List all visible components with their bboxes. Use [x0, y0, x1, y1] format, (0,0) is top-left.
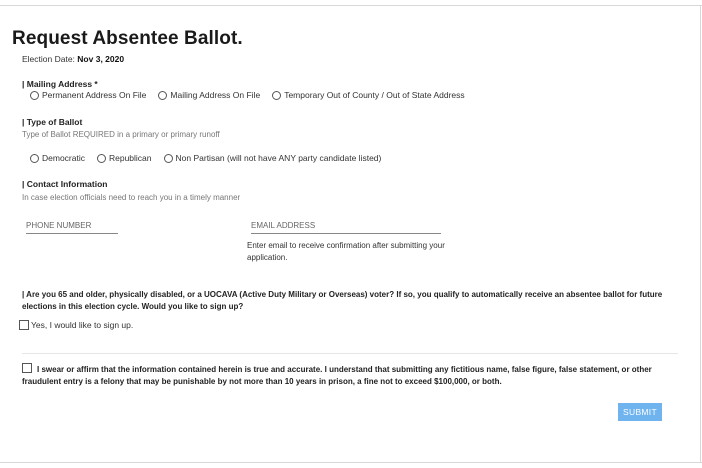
radio-democratic[interactable] [30, 153, 85, 163]
radio-republican[interactable] [97, 153, 152, 163]
election-date [22, 54, 124, 64]
radio-mailing-address[interactable] [158, 90, 260, 100]
top-border [0, 5, 702, 6]
phone-input[interactable]: PHONE NUMBER [26, 221, 118, 234]
radio-circle-icon[interactable] [272, 91, 281, 100]
radio-label: Non Partisan (will not have ANY party candidate listed) [175, 153, 382, 163]
bottom-border [0, 462, 702, 463]
radio-permanent-address[interactable] [30, 90, 146, 100]
radio-label: Democratic [42, 153, 85, 163]
signup-checkbox[interactable] [19, 320, 133, 330]
ballot-type-subtext: Type of Ballot REQUIRED in a primary or primary runoff [22, 130, 220, 139]
section-divider [22, 353, 678, 354]
oath-statement [22, 363, 687, 388]
radio-label: Permanent Address On File [42, 90, 147, 100]
submit-button[interactable]: SUBMIT [618, 403, 662, 421]
radio-label: Temporary Out of County / Out of State Address [284, 90, 465, 100]
radio-circle-icon[interactable] [164, 154, 173, 163]
right-border [700, 5, 701, 463]
contact-subtext: In case election officials need to reach you in a timely manner [22, 193, 241, 202]
oath-checkbox[interactable] [22, 363, 32, 373]
radio-label: Republican [108, 153, 152, 163]
election-date-label: Election Date: [22, 54, 75, 64]
radio-circle-icon[interactable] [30, 91, 39, 100]
mailing-address-options [30, 90, 477, 100]
mailing-address-heading: | Mailing Address * [22, 79, 98, 89]
radio-temporary-address[interactable] [272, 90, 464, 100]
email-helper-text: Enter email to receive confirmation after submitting your application. [247, 241, 445, 262]
radio-circle-icon[interactable] [97, 154, 106, 163]
signup-checkbox-label: Yes, I would like to sign up. [31, 320, 134, 330]
radio-non-partisan[interactable] [164, 153, 382, 163]
ballot-type-options [30, 153, 393, 163]
email-input[interactable]: EMAIL ADDRESS [251, 221, 441, 234]
radio-circle-icon[interactable] [30, 154, 39, 163]
ballot-type-heading: | Type of Ballot [22, 117, 83, 127]
election-date-value: Nov 3, 2020 [77, 54, 125, 64]
page-title: Request Absentee Ballot. [12, 28, 243, 49]
oath-text: I swear or affirm that the information contained herein is true and accurate. I understand that submitting any fictitious name, false figure, false statement, or other fraudulent entry is a felony that may be punishable by not more than 10 years in prison, a fine not to exceed $100,000, or both. [22, 365, 652, 386]
checkbox-icon[interactable] [19, 320, 29, 330]
radio-circle-icon[interactable] [158, 91, 167, 100]
signup-question: | Are you 65 and older, physically disabled, or a UOCAVA (Active Duty Military or Overseas) voter? If so, you qualify to automatically receive an absentee ballot for future elections in this election cycle. Would you like to sign up? [22, 290, 663, 311]
contact-heading: | Contact Information [22, 179, 108, 189]
radio-label: Mailing Address On File [170, 90, 261, 100]
